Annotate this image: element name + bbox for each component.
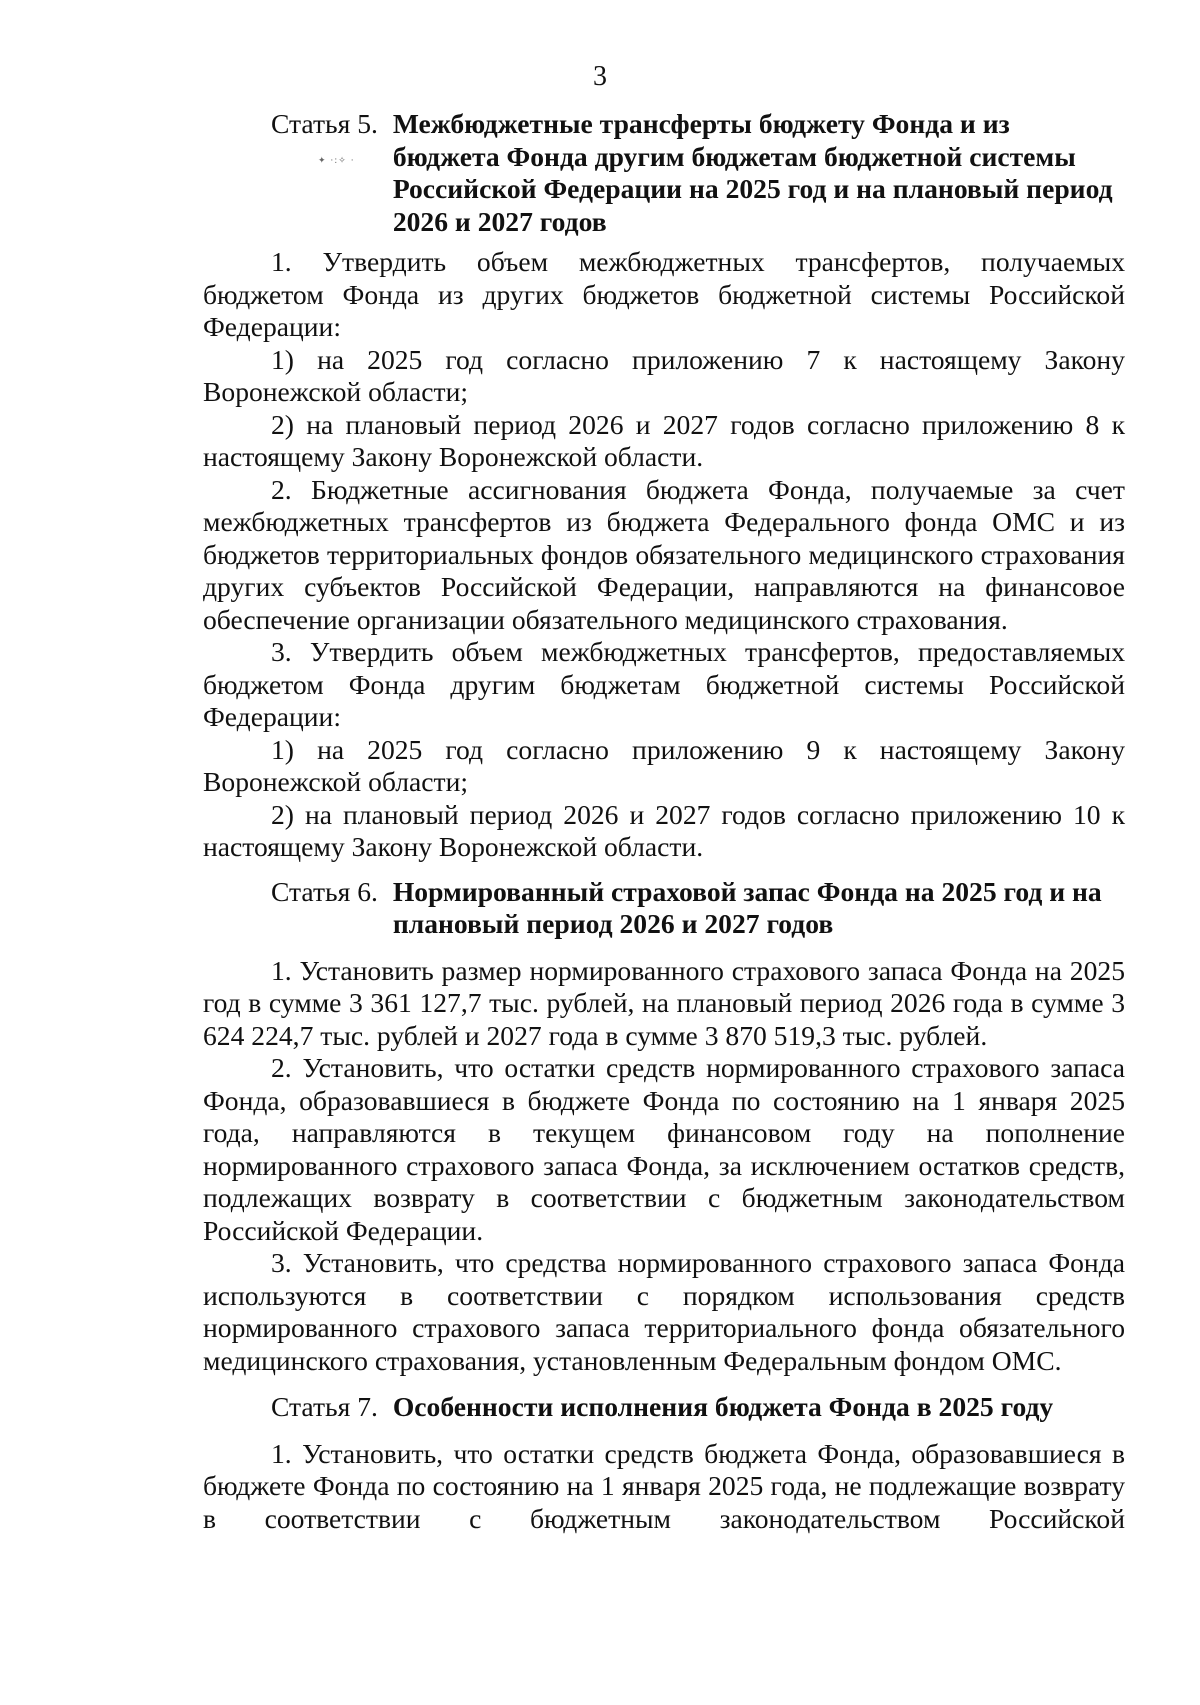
article-5-heading (203, 108, 1125, 238)
article-6-title: Нормированный страховой запас Фонда на 2025 год и на плановый период 2026 и 2027 годов (392, 875, 1102, 939)
article-6-paragraph-1: 1. Установить размер нормированного страхового запаса Фонда на 2025 год в сумме 3 361 127,7 тыс. рублей, на плановый период 2026 года в сумме 3 624 224,7 тыс. рублей и 2027 года в сумме 3 870 519,3 тыс. рублей. (203, 954, 1125, 1051)
document-body (203, 108, 1125, 1535)
article-5-paragraph-1-item-2: 2) на плановый период 2026 и 2027 годов согласно приложению 8 к настоящему Закону Воронежской области. (203, 408, 1125, 472)
article-5-paragraph-3-item-2: 2) на плановый период 2026 и 2027 годов согласно приложению 10 к настоящему Закону Воронежской области. (203, 798, 1125, 862)
article-6-paragraph-3: 3. Установить, что средства нормированного страхового запаса Фонда используются в соответствии с порядком использования средств нормированного страхового запаса территориального фонда обязательного медицинского страхования, установленным Федеральным фондом ОМС. (203, 1247, 1125, 1376)
scan-artifact: ✦ ·:✧ · (318, 156, 355, 166)
page-number: 3 (593, 61, 607, 92)
article-6-heading (203, 876, 1125, 941)
article-7-paragraph-1: 1. Установить, что остатки средств бюджета Фонда, образовавшиеся в бюджете Фонда по состоянию на 1 января 2025 года, не подлежащие возврату в соответствии с бюджетным законодательством Российской (203, 1437, 1125, 1534)
article-6-paragraph-2: 2. Установить, что остатки средств нормированного страхового запаса Фонда, образовавшиеся в бюджете Фонда по состоянию на 1 января 2025 года, направляются в текущем финансовом году на пополнение нормированного страхового запаса Фонда, за исключением остатков средств, подлежащих возврату в соответствии с бюджетным законодательством Российской Федерации. (203, 1052, 1125, 1246)
article-5-paragraph-2: 2. Бюджетные ассигнования бюджета Фонда, получаемые за счет межбюджетных трансфертов из бюджета Федерального фонда ОМС и из бюджетов территориальных фондов обязательного медицинского страхования других субъектов Российской Федерации, направляются на финансовое обеспечение организации обязательного медицинского страхования. (203, 473, 1125, 635)
article-5-paragraph-1-item-1: 1) на 2025 год согласно приложению 7 к настоящему Закону Воронежской области; (203, 343, 1125, 407)
article-7-prefix: Статья 7. (271, 1391, 385, 1422)
article-5-paragraph-3: 3. Утвердить объем межбюджетных трансфертов, предоставляемых бюджетом Фонда другим бюджетам бюджетной системы Российской Федерации: (203, 636, 1125, 732)
article-7-title: Особенности исполнения бюджета Фонда в 2025 году (392, 1391, 1054, 1422)
article-6-prefix: Статья 6. (271, 875, 385, 907)
article-5-prefix: Статья 5. (271, 108, 385, 139)
article-7-heading (203, 1391, 1125, 1424)
article-5-paragraph-3-item-1: 1) на 2025 год согласно приложению 9 к настоящему Закону Воронежской области; (203, 733, 1125, 797)
article-5-title: Межбюджетные трансферты бюджету Фонда и из бюджета Фонда другим бюджетам бюджетной системы Российской Федерации на 2025 год и на плановый период 2026 и 2027 годов (392, 108, 1113, 237)
article-5-paragraph-1: 1. Утвердить объем межбюджетных трансфертов, получаемых бюджетом Фонда из других бюджетов бюджетной системы Российской Федерации: (203, 246, 1125, 342)
